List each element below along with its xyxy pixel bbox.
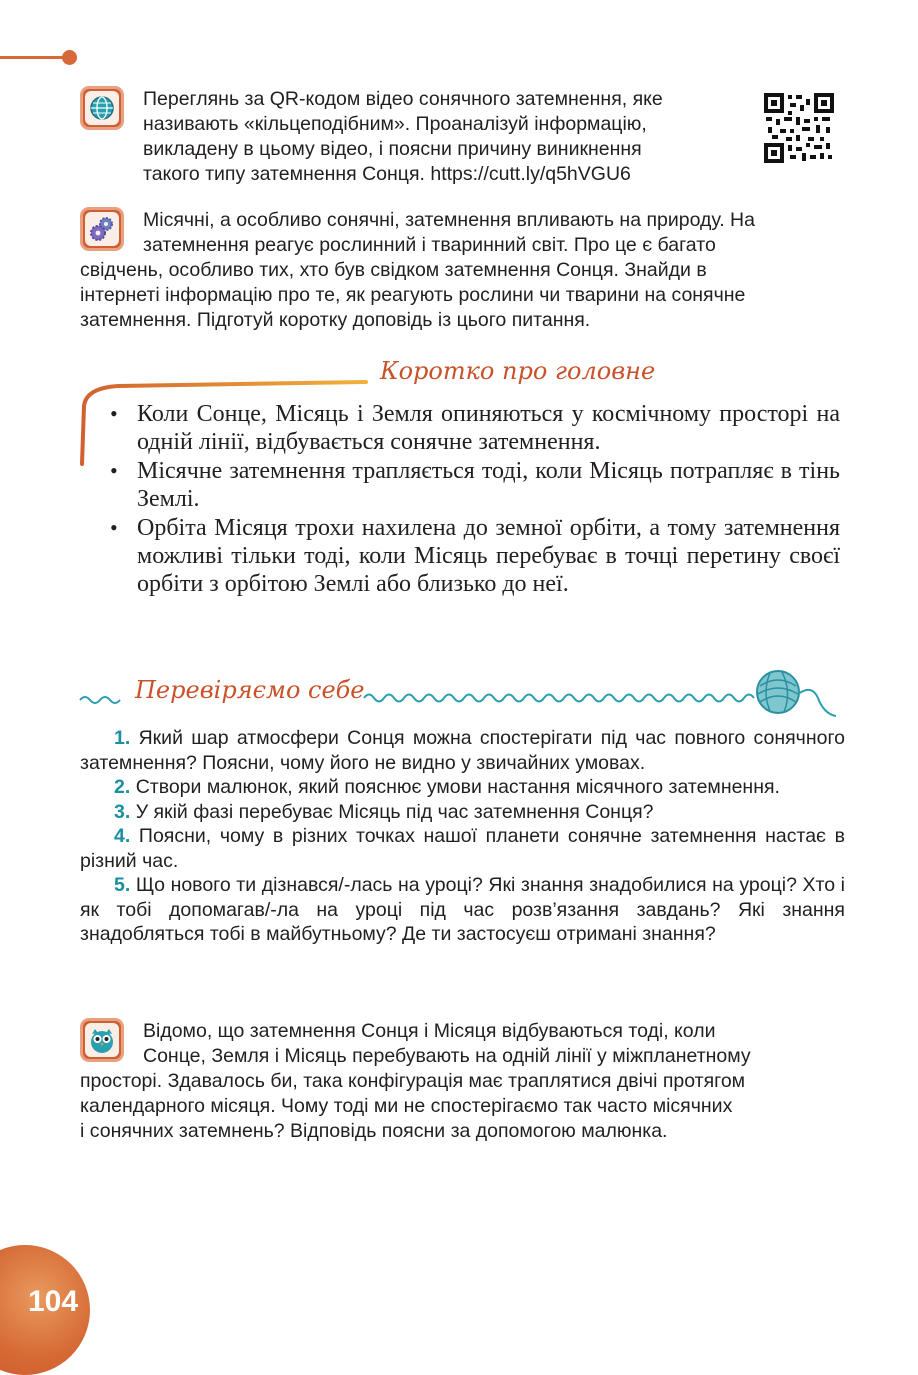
bullet: • — [110, 458, 118, 483]
top-decor-line — [0, 56, 68, 59]
wave-decor-left — [78, 688, 128, 708]
question-number: 3. — [114, 800, 131, 823]
text-line: інтернеті інформацію про те, як реагують рослини чи тварини на сонячне — [80, 284, 746, 306]
yarn-ball-icon — [752, 664, 840, 724]
summary-item-text: Орбіта Місяця трохи нахилена до земної орбіти, а тому затемнення можливі тільки тоді, коли Місяць перебуває в точці перетину своєї орбіти з орбітою Землі або близько до неї. — [137, 515, 840, 597]
question-text: Створи малюнок, який пояснює умови настання місячного затемнення. — [135, 776, 780, 798]
text-line: Відомо, що затемнення Сонця і Місяця відбуваються тоді, коли — [143, 1020, 716, 1042]
question-text: Який шар атмосфери Сонця можна спостерігати під час повного сонячного затемнення? Поясни, чому його не видно у звичайних умовах. — [80, 727, 845, 774]
summary-list — [110, 400, 840, 599]
question-item — [80, 800, 845, 825]
bullet: • — [110, 515, 118, 540]
gears-task-rest — [80, 258, 845, 333]
text-line: викладену в цьому відео, і поясни причину виникнення — [143, 138, 642, 160]
text-line: такого типу затемнення Сонця. https://cutt.ly/q5hVGU6 — [143, 163, 631, 185]
question-item — [80, 775, 845, 800]
wave-decor-right — [362, 684, 762, 708]
text-line: називають «кільцеподібним». Проаналізуй інформацію, — [143, 113, 647, 135]
text-line: календарного місяця. Чому тоді ми не спостерігаємо так часто місячних — [80, 1095, 733, 1117]
question-text: Поясни, чому в різних точках нашої планети сонячне затемнення настає в різний час. — [80, 825, 846, 872]
owl-icon — [80, 1018, 124, 1062]
qr-task-text — [143, 87, 735, 187]
summary-heading: Коротко про головне — [380, 357, 656, 385]
question-item — [80, 873, 845, 947]
summary-item — [110, 457, 840, 513]
question-number: 4. — [114, 825, 131, 847]
bullet: • — [110, 401, 118, 426]
text-line: Переглянь за QR-кодом відео сонячного затемнення, яке — [143, 88, 663, 110]
text-line: свідчень, особливо тих, хто був свідком затемнення Сонця. Знайди в — [80, 259, 707, 281]
summary-item-text: Місячне затемнення трапляється тоді, коли Місяць потрапляє в тінь Землі. — [137, 458, 840, 512]
summary-item — [110, 400, 840, 456]
question-item — [80, 726, 845, 775]
qr-code-icon[interactable] — [764, 93, 834, 163]
question-text: У якій фазі перебуває Місяць під час затемнення Сонця? — [135, 800, 654, 823]
summary-item — [110, 514, 840, 598]
question-item — [80, 824, 845, 873]
gears-icon — [80, 207, 124, 251]
owl-task-rest — [80, 1069, 845, 1144]
text-line: затемнення реагує рослинний і тваринний світ. Про це є багато — [143, 234, 716, 256]
text-line: просторі. Здавалось би, така конфігурація має траплятися двічі протягом — [80, 1070, 746, 1092]
question-number: 5. — [114, 874, 131, 896]
top-decor-dot — [62, 50, 77, 65]
text-line: Місячні, а особливо сонячні, затемнення впливають на природу. На — [143, 209, 755, 231]
check-heading: Перевіряємо себе — [135, 676, 365, 704]
gears-task-line1 — [143, 208, 845, 258]
globe-icon — [80, 86, 124, 130]
owl-task-line1 — [143, 1019, 845, 1069]
summary-item-text: Коли Сонце, Місяць і Земля опиняються у космічному просторі на одній лінії, відбувається сонячне затемнення. — [137, 401, 840, 455]
question-number: 2. — [114, 776, 131, 798]
text-line: і сонячних затемнень? Відповідь поясни за допомогою малюнка. — [80, 1120, 668, 1142]
text-line: затемнення. Підготуй коротку доповідь із цього питання. — [80, 309, 591, 331]
text-line: Сонце, Земля і Місяць перебувають на одній лінії у міжпланетному — [143, 1045, 751, 1067]
page-number: 104 — [28, 1285, 79, 1318]
questions-list — [80, 726, 845, 947]
question-number: 1. — [114, 727, 131, 749]
question-text: Що нового ти дізнався/-лась на уроці? Які знання знадобилися на уроці? Хто і як тобі допомагав/-ла на уроці під час розв’язання завдань? Які знання знадобляться тобі в майбутньому? Де ти застосуєш отримані знання? — [80, 874, 846, 945]
